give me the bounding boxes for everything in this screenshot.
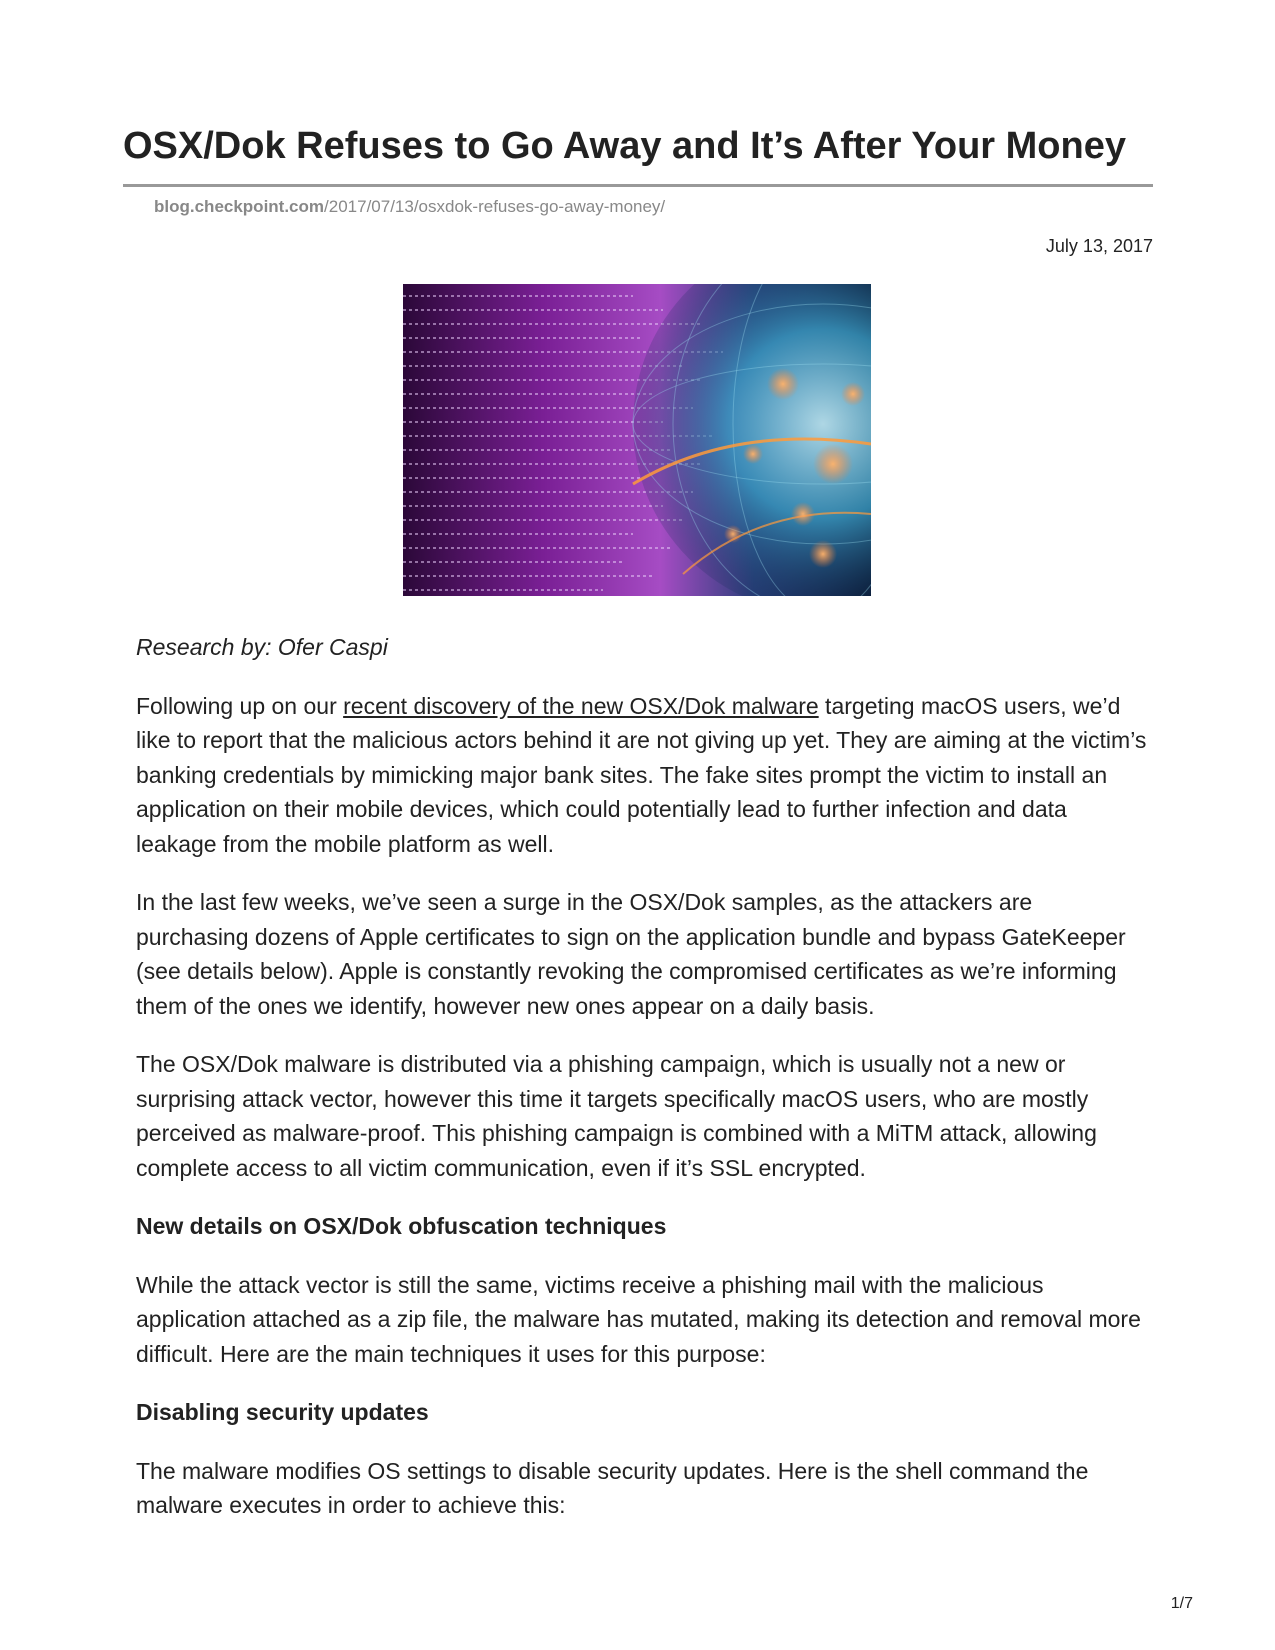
page-number: 1/7 [1170,1595,1193,1612]
title-divider [123,184,1153,187]
paragraph-1 [136,689,1151,862]
section-heading-obfuscation: New details on OSX/Dok obfuscation techniques [136,1213,667,1239]
paragraph-1-start: Following up on our [136,692,344,719]
paragraph-2: In the last few weeks, we’ve seen a surge in the OSX/Dok samples, as the attackers are purchasing dozens of Apple certificates to sign on the application bundle and bypass GateKeeper (see details below). Apple is constantly revoking the compromised certificates as we’re informing them of the ones we identify, however new ones appear on a daily basis. [136,889,1126,1019]
paragraph-3: The OSX/Dok malware is distributed via a phishing campaign, which is usually not a new or surprising attack vector, however this time it targets specifically macOS users, who are mostly perceived as malware-proof. This phishing campaign is combined with a MiTM attack, allowing complete access to all victim communication, even if it’s SSL encrypted. [136,1051,1097,1181]
byline: Research by: Ofer Caspi [136,634,388,660]
source-url[interactable] [154,197,665,217]
cyber-globe-binary-image [403,284,871,596]
article-title: OSX/Dok Refuses to Go Away and It’s After Your Money [123,125,1126,167]
publish-date: July 13, 2017 [1045,236,1153,256]
section-heading-security-updates: Disabling security updates [136,1399,429,1425]
source-path: /2017/07/13/osxdok-refuses-go-away-money/ [324,197,666,216]
paragraph-5: The malware modifies OS settings to disable security updates. Here is the shell command the malware executes in order to achieve this: [136,1457,1089,1518]
paragraph-4: While the attack vector is still the same, victims receive a phishing mail with the malicious application attached as a zip file, the malware has mutated, making its detection and removal more difficult. Here are the main techniques it uses for this purpose: [136,1271,1141,1367]
article-body [136,630,1151,1547]
source-domain: blog.checkpoint.com [154,197,325,216]
paragraph-1-rest: targeting macOS users, we’d like to report that the malicious actors behind it are not giving up yet. They are aiming at the victim’s banking credentials by mimicking major bank sites. The fake sites prompt the victim to install an application on their mobile devices, which could potentially lead to further infection and data leakage from the mobile platform as well. [136,692,1147,857]
osx-dok-discovery-link[interactable]: recent discovery of the new OSX/Dok malware [343,692,819,719]
hero-image [403,284,871,596]
